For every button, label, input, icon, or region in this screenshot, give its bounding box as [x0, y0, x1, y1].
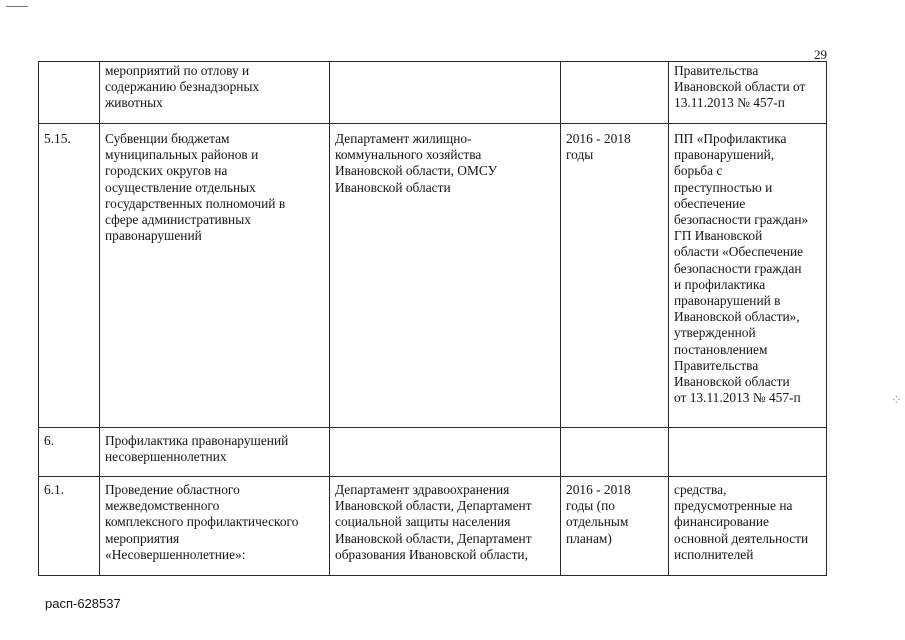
- scan-speck: ⁘: [891, 392, 902, 407]
- cell-basis: ПП «Профилактика правонарушений, борьба с преступностью и обеспечение безопасности граждан» ГП Ивановской области «Обеспечение безопасности граждан и профилактика правонарушений в Ивановской области», утвержденной постановлением Правительства Ивановской области от 13.11.2013 № 457-п: [669, 124, 827, 428]
- cell-basis: [669, 428, 827, 477]
- cell-basis: средства, предусмотренные на финансирование основной деятельности исполнителей: [669, 477, 827, 576]
- cell-term: [561, 428, 669, 477]
- cell-basis: Правительства Ивановской области от 13.11.2013 № 457-п: [669, 62, 827, 124]
- cell-number: [39, 62, 100, 124]
- cell-number: 5.15.: [39, 124, 100, 428]
- cell-event: Профилактика правонарушений несовершеннолетних: [100, 428, 330, 477]
- cell-term: 2016 - 2018 годы (по отдельным планам): [561, 477, 669, 576]
- cell-number: 6.1.: [39, 477, 100, 576]
- cell-term: [561, 62, 669, 124]
- cell-number: 6.: [39, 428, 100, 477]
- cell-responsible: Департамент жилищно- коммунального хозяйства Ивановской области, ОМСУ Ивановской области: [330, 124, 561, 428]
- table-row: [39, 477, 827, 576]
- page-number: 29: [814, 47, 827, 62]
- cell-responsible: [330, 428, 561, 477]
- cell-responsible: [330, 62, 561, 124]
- table-row: [39, 62, 827, 124]
- scan-corner-mark: [6, 6, 28, 7]
- cell-term: 2016 - 2018 годы: [561, 124, 669, 428]
- table-row: [39, 124, 827, 428]
- cell-event: мероприятий по отлову и содержанию безнадзорных животных: [100, 62, 330, 124]
- table-row: [39, 428, 827, 477]
- cell-event: Субвенции бюджетам муниципальных районов и городских округов на осуществление отдельных государственных полномочий в сфере административных правонарушений: [100, 124, 330, 428]
- cell-responsible: Департамент здравоохранения Ивановской области, Департамент социальной защиты населения Ивановской области, Департамент образования Ивановской области,: [330, 477, 561, 576]
- measures-table: [38, 61, 827, 576]
- cell-event: Проведение областного межведомственного комплексного профилактического мероприятия «Несовершеннолетние»:: [100, 477, 330, 576]
- document-code: расп-628537: [45, 596, 121, 611]
